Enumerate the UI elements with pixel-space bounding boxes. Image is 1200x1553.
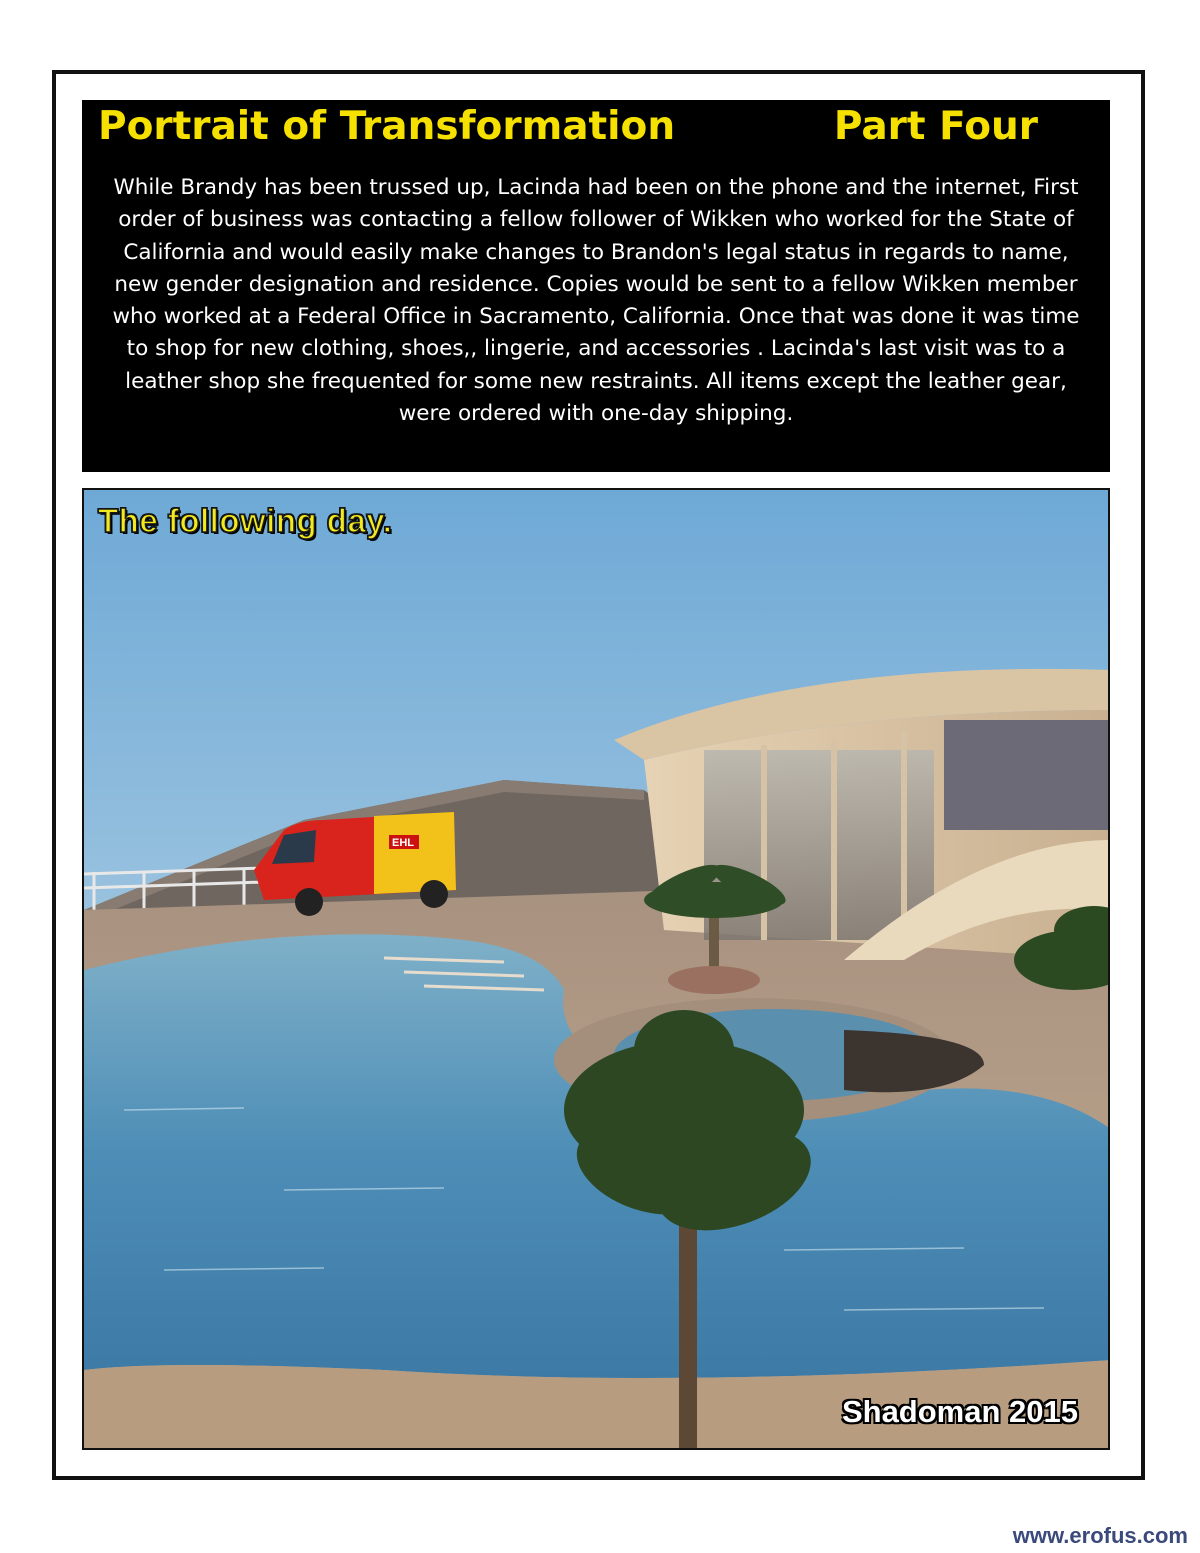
part-label: Part Four	[833, 104, 1038, 149]
page-title: Portrait of Transformation	[98, 104, 676, 149]
header-panel	[82, 100, 1110, 472]
scene-illustration	[84, 490, 1110, 1450]
watermark: www.erofus.com	[1012, 1523, 1188, 1548]
scene-caption: The following day.	[98, 502, 393, 539]
narration-text: While Brandy has been trussed up, Lacinda had been on the phone and the internet, First order of business was contacting a fellow follower of Wikken who worked for the State of California and would easily make changes to Brandon's legal status in regards to name, new gender designation and residence. Copies would be sent to a fellow Wikken member who worked at a Federal Office in Sacramento, California. Once that was done it was time to shop for new clothing, shoes,, lingerie, and accessories . Lacinda's last visit was to a leather shop she frequented for some new restraints. All items except the leather gear, were ordered with one-day shipping.	[112, 175, 1080, 427]
artist-signature: Shadoman 2015	[841, 1394, 1078, 1429]
van-logo: EHL	[392, 837, 414, 849]
scene-panel	[82, 488, 1110, 1450]
